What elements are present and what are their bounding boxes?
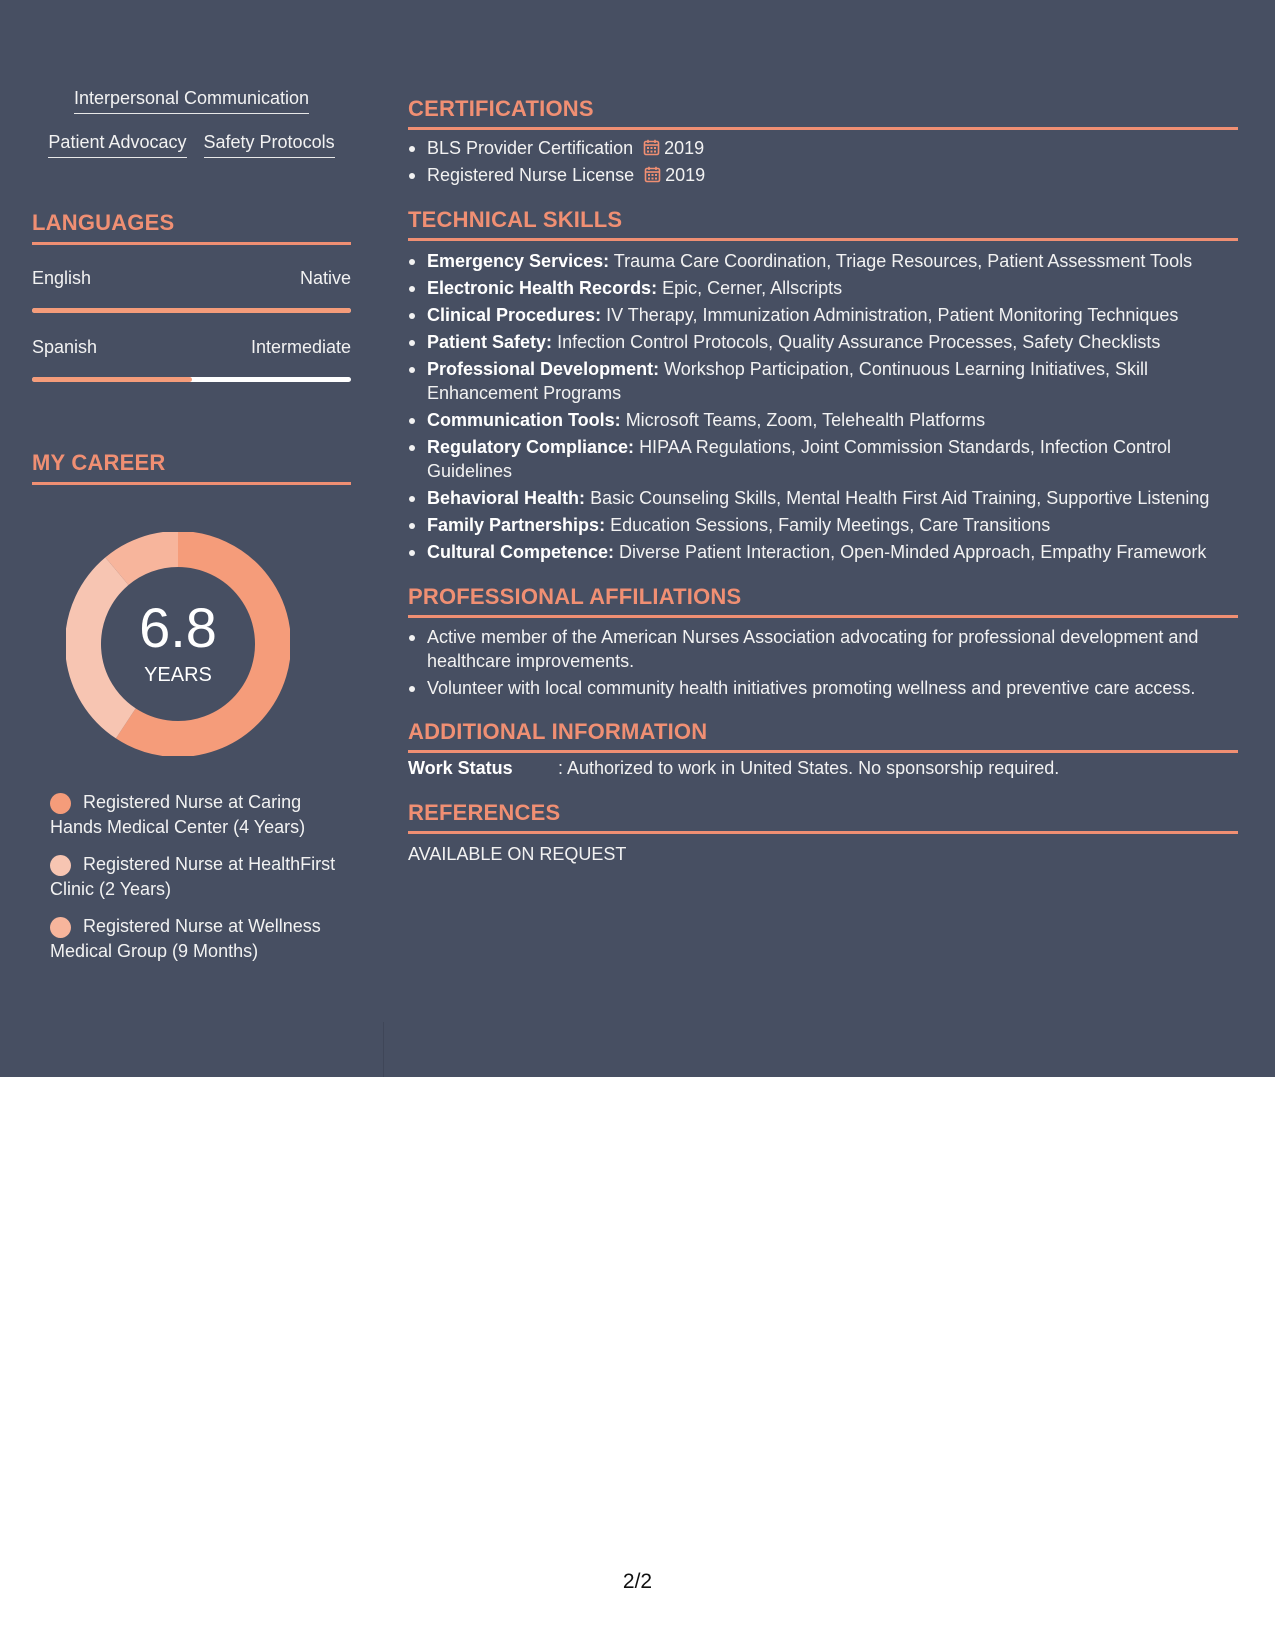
page-number: 2/2 [622, 1570, 653, 1593]
technical-skill-item [408, 540, 1238, 564]
language-english [32, 268, 351, 313]
calendar-icon [644, 166, 661, 183]
languages-heading: LANGUAGES [32, 210, 351, 245]
technical-skill-item [408, 408, 1238, 432]
technical-skill-item [408, 486, 1238, 510]
language-spanish [32, 337, 351, 382]
skill-category: Professional Development: [427, 359, 660, 379]
skill-details: IV Therapy, Immunization Administration, Patient Monitoring Techniques [606, 305, 1179, 325]
skill-details: Workshop Participation, Continuous Learning Initiatives, Skill Enhancement Programs [427, 359, 1148, 403]
additional-info-heading: ADDITIONAL INFORMATION [408, 719, 1238, 753]
work-status-label: Work Status [408, 758, 513, 778]
skill-category: Electronic Health Records: [427, 278, 658, 298]
affiliations-list [408, 625, 1238, 703]
skill-details: Microsoft Teams, Zoom, Telehealth Platforms [625, 410, 986, 430]
language-name: English [32, 268, 92, 288]
language-level: Intermediate [250, 337, 351, 357]
career-years-unit: YEARS [144, 664, 212, 686]
skill-tag: Patient Advocacy [48, 130, 186, 158]
technical-skill-item [408, 276, 1238, 300]
skill-category: Emergency Services: [427, 251, 610, 271]
skill-category: Patient Safety: [427, 332, 553, 352]
language-bar [32, 308, 351, 313]
certifications-heading: CERTIFICATIONS [408, 96, 1238, 130]
work-status [408, 758, 1238, 779]
certification-name: BLS Provider Certification [427, 138, 634, 158]
skill-category: Clinical Procedures: [427, 305, 602, 325]
certification-year: 2019 [665, 165, 706, 185]
skill-details: Trauma Care Coordination, Triage Resources, Patient Assessment Tools [613, 251, 1193, 271]
skill-details: HIPAA Regulations, Joint Commission Standards, Infection Control Guidelines [427, 437, 1171, 481]
skill-category: Communication Tools: [427, 410, 621, 430]
skill-tags [32, 86, 351, 174]
career-legend-item [50, 914, 340, 964]
technical-skill-item [408, 435, 1238, 483]
career-legend-item [50, 852, 340, 902]
legend-dot [50, 917, 71, 938]
skill-category: Cultural Competence: [427, 542, 615, 562]
certification-item [408, 136, 1238, 160]
technical-skill-item [408, 249, 1238, 273]
certification-year: 2019 [664, 138, 705, 158]
language-bar-fill [32, 377, 192, 382]
skill-details: Basic Counseling Skills, Mental Health First Aid Training, Supportive Listening [590, 488, 1210, 508]
certifications-list [408, 136, 1238, 190]
technical-skill-item [408, 357, 1238, 405]
skill-category: Regulatory Compliance: [427, 437, 635, 457]
affiliations-heading: PROFESSIONAL AFFILIATIONS [408, 584, 1238, 618]
language-bar [32, 377, 351, 382]
skill-category: Family Partnerships: [427, 515, 606, 535]
certification-name: Registered Nurse License [427, 165, 635, 185]
calendar-icon [643, 139, 660, 156]
certification-item [408, 163, 1238, 187]
skill-details: Education Sessions, Family Meetings, Care Transitions [610, 515, 1051, 535]
career-legend-label: Registered Nurse at HealthFirst Clinic (2 Years) [50, 854, 336, 899]
career-legend [50, 790, 340, 976]
career-donut-slice-3 [117, 549, 178, 571]
technical-skills-list [408, 249, 1238, 567]
technical-skill-item [408, 303, 1238, 327]
references-text: AVAILABLE ON REQUEST [408, 844, 627, 864]
references-heading: REFERENCES [408, 800, 1238, 834]
language-bar-fill [32, 308, 351, 313]
technical-skill-item [408, 513, 1238, 537]
skill-details: Epic, Cerner, Allscripts [662, 278, 843, 298]
affiliation-item: Active member of the American Nurses Association advocating for professional development and healthcare improvements. [408, 625, 1238, 673]
skill-category: Behavioral Health: [427, 488, 586, 508]
technical-skills-heading: TECHNICAL SKILLS [408, 207, 1238, 241]
legend-dot [50, 793, 71, 814]
language-name: Spanish [32, 337, 98, 357]
career-legend-label: Registered Nurse at Wellness Medical Group (9 Months) [50, 916, 321, 961]
skill-details: Infection Control Protocols, Quality Assurance Processes, Safety Checklists [557, 332, 1161, 352]
work-status-value: : Authorized to work in United States. No sponsorship required. [558, 758, 1060, 778]
affiliation-item: Volunteer with local community health initiatives promoting wellness and preventive care access. [408, 676, 1238, 700]
career-years-value: 6.8 [139, 596, 217, 659]
legend-dot [50, 855, 71, 876]
skill-tag: Safety Protocols [204, 130, 335, 158]
language-level: Native [299, 268, 351, 288]
technical-skill-item [408, 330, 1238, 354]
career-legend-item [50, 790, 340, 840]
column-divider [383, 1022, 384, 1077]
skill-tag: Interpersonal Communication [74, 86, 309, 114]
skill-details: Diverse Patient Interaction, Open-Minded Approach, Empathy Framework [619, 542, 1207, 562]
career-heading: MY CAREER [32, 450, 351, 485]
career-legend-label: Registered Nurse at Caring Hands Medical Center (4 Years) [50, 792, 306, 837]
